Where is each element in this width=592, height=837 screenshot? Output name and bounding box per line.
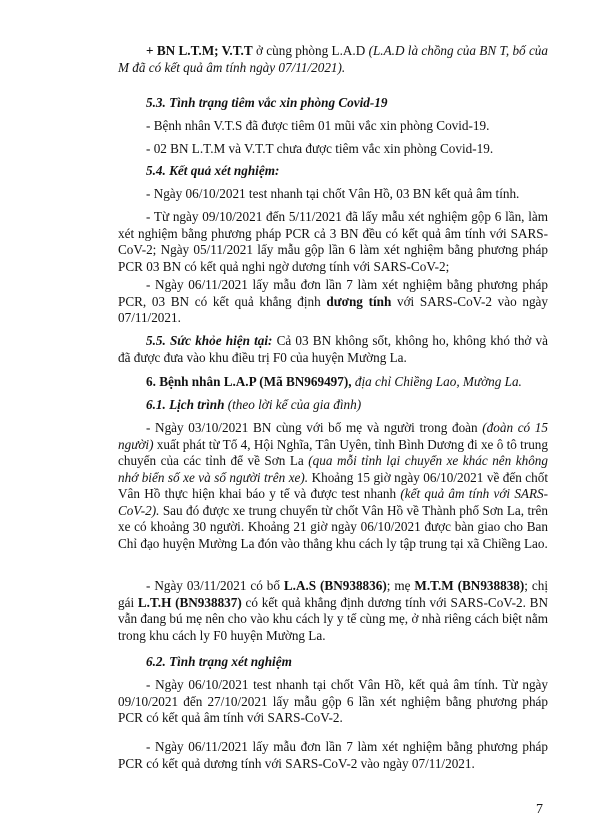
test-result-3: - Ngày 06/11/2021 lấy mẫu đơn lần 7 làm xét nghiệm bằng phương pháp PCR, 03 BN có kết quả khẳng định dương tính với SARS-CoV-2 vào ngày 07/11/2021.: [118, 277, 548, 325]
section-5-3-heading: 5.3. Tình trạng tiêm vắc xin phòng Covid-19: [146, 95, 388, 110]
section-5-4-heading: 5.4. Kết quả xét nghiệm:: [146, 163, 280, 178]
patient-lap-label: 6. Bệnh nhân L.A.P (Mã BN969497),: [146, 374, 352, 389]
section-6-heading: [118, 374, 548, 391]
contact-note: (L.A.D là chồng của BN T, bố của M đã có kết quả âm tính ngày 07/11/2021).: [118, 43, 548, 75]
patients-label: + BN L.T.M; V.T.T: [146, 43, 253, 58]
vaccine-line-1: - Bệnh nhân V.T.S đã được tiêm 01 mũi vắc xin phòng Covid-19.: [146, 118, 490, 133]
section-5-5-paragraph: 5.5. Sức khỏe hiện tại: Cả 03 BN không sốt, không ho, không khó thở và đã được đưa vào khu điều trị F0 của huyện Mường La.: [118, 333, 548, 365]
patient-address: địa chỉ Chiềng Lao, Mường La.: [351, 374, 522, 389]
contact-note-paragraph: + BN L.T.M; V.T.T ở cùng phòng L.A.D (L.A.D là chồng của BN T, bố của M đã có kết quả âm tính ngày 07/11/2021).: [118, 43, 548, 75]
section-5-5-heading: 5.5. Sức khỏe hiện tại:: [146, 333, 273, 348]
test-status-1: - Ngày 06/10/2021 test nhanh tại chốt Vân Hồ, kết quả âm tính. Từ ngày 09/10/2021 đến 27/10/2021 lấy mẫu gộp 6 lần xét nghiệm bằng phương pháp PCR có kết quả âm tính với SARS-CoV-2.: [118, 677, 548, 725]
positive-result: dương tính: [326, 293, 392, 309]
vaccine-line-2: - 02 BN L.T.M và V.T.T chưa được tiêm vắc xin phòng Covid-19.: [146, 141, 494, 156]
test-result-1: - Ngày 06/10/2021 test nhanh tại chốt Vân Hồ, 03 BN kết quả âm tính.: [146, 186, 520, 201]
family-cases-paragraph: - Ngày 03/11/2021 có bố L.A.S (BN938836); mẹ M.T.M (BN938838); chị gái L.T.H (BN938837) có kết quả khẳng định dương tính với SARS-CoV-2. BN vẫn đang bú mẹ nên cho vào khu cách ly y tế cùng mẹ, ở nhà riêng cách biệt nằm trong khu cách ly F0 huyện Mường La.: [118, 578, 548, 643]
page-number: 7: [536, 802, 543, 817]
section-6-1-heading: 6.1. Lịch trình (theo lời kể của gia đình): [146, 397, 362, 412]
test-status-2: - Ngày 06/11/2021 lấy mẫu đơn lần 7 làm xét nghiệm bằng phương pháp PCR có kết quả dương tính với SARS-CoV-2 vào ngày 07/11/2021.: [118, 739, 548, 771]
test-result-2: - Từ ngày 09/10/2021 đến 5/11/2021 đã lấy mẫu xét nghiệm gộp 6 lần, làm xét nghiệm bằng phương pháp PCR cả 3 BN đều có kết quả âm tính với SARS-CoV-2; Ngày 05/11/2021 lấy mẫu gộp lần 6 làm xét nghiệm bằng phương pháp PCR 03 BN có kết quả nghi ngờ dương tính với SARS-CoV-2;: [118, 209, 548, 274]
section-6-2-heading: 6.2. Tình trạng xét nghiệm: [146, 654, 292, 669]
itinerary-paragraph: - Ngày 03/10/2021 BN cùng với bố mẹ và người trong đoàn (đoàn có 15 người) xuất phát từ Tổ 4, Hội Nghĩa, Tân Uyên, tỉnh Bình Dương đi xe ô tô trung chuyển của các tỉnh để về Sơn La (qua mỗi tỉnh lại chuyển xe khác nên không nhớ biển số xe và số người trên xe). Khoảng 15 giờ ngày 06/10/2021 về đến chốt Vân Hồ thực hiện khai báo y tế và được test nhanh (kết quả âm tính với SARS-CoV-2). Sau đó được xe trung chuyển từ chốt Vân Hồ về Thành phố Sơn La, trên xe có khoảng 30 người. Khoảng 21 giờ ngày 06/10/2021 được bàn giao cho Ban Chỉ đạo huyện Mường La đón vào thẳng khu cách ly tập trung tại xã Chiềng Lao.: [118, 420, 549, 551]
